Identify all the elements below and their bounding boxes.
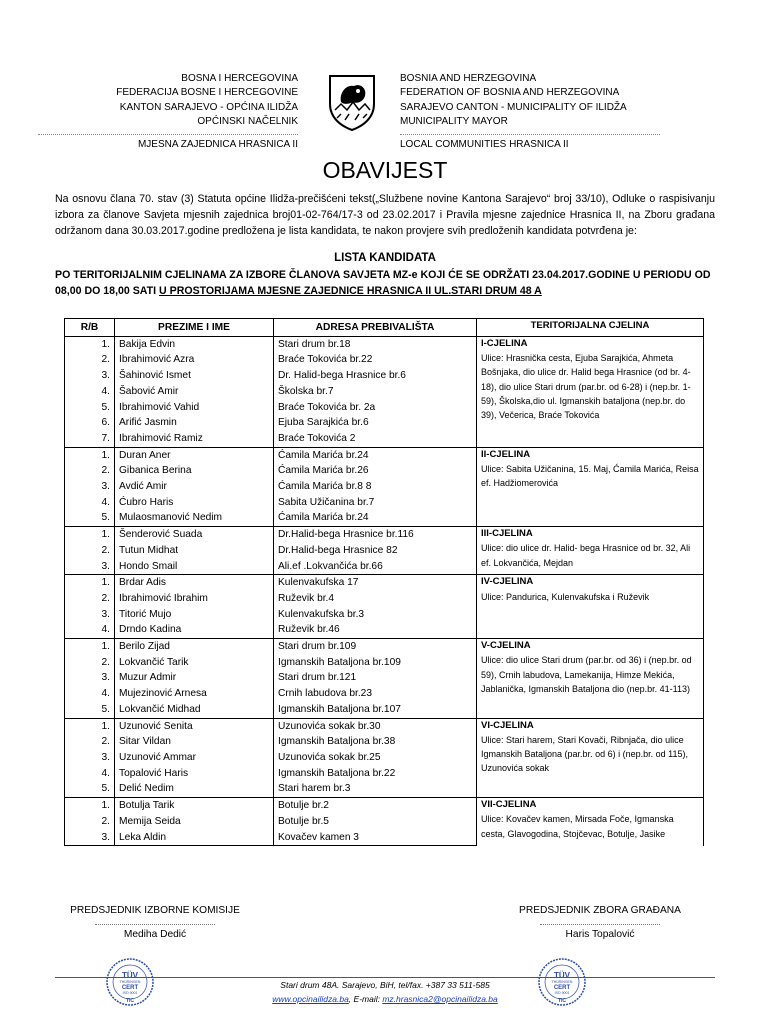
candidate-name: Muzur Admir [115,670,274,686]
header-address: ADRESA PREBIVALIŠTA [274,319,477,337]
candidate-name: Sitar Vildan [115,734,274,750]
candidate-name: Memija Seida [115,814,274,830]
cert-tic: TIC [125,998,135,1004]
candidate-name: Botulja Tarik [115,798,274,814]
row-number: 3. [65,559,115,575]
candidate-name: Titorić Mujo [115,607,274,623]
table-row [65,447,704,463]
subtitle-location: U PROSTORIJAMA MJESNE ZAJEDNICE HRASNICA II UL.STARI DRUM 48 A [159,284,542,297]
territory-name: VI-CJELINA [481,719,534,731]
cert-tic: TIC [557,998,567,1004]
cert-iso: ISO 9001 [554,991,570,995]
candidate-address: Kovačev kamen 3 [274,830,477,846]
row-number: 1. [65,447,115,463]
candidate-address: Ćamila Marića br.24 [274,447,477,463]
row-number: 3. [65,368,115,384]
candidate-address: Dr.Halid-bega Hrasnice 82 [274,543,477,559]
candidate-address: Stari harem br.3 [274,781,477,797]
candidate-name: Uzunović Senita [115,718,274,734]
row-number: 2. [65,352,115,368]
candidate-address: Botulje br.5 [274,814,477,830]
candidate-address: Dr. Halid-bega Hrasnice br.6 [274,368,477,384]
candidate-name: Ibrahimović Ibrahim [115,591,274,607]
candidate-address: Igmanskih Bataljona br.107 [274,702,477,718]
table-row [65,336,704,352]
table-row [65,718,704,734]
candidate-name: Avdić Amir [115,479,274,495]
header-right-line: FEDERATION OF BOSNIA AND HERZEGOVINA [400,87,620,99]
territory-cell [477,447,704,527]
candidate-name: Brdar Adis [115,575,274,591]
candidate-address: Uzunovića sokak br.25 [274,750,477,766]
candidate-address: Braće Tokovića br.22 [274,352,477,368]
territory-description: Ulice: dio ulice dr. Halid- bega Hrasnice od br. 32, Ali ef. Lokvančića, Mejdan [481,543,691,568]
candidate-address: Dr.Halid-bega Hrasnice br.116 [274,527,477,543]
candidate-name: Ibrahimović Azra [115,352,274,368]
row-number: 5. [65,781,115,797]
candidate-address: Ćamila Marića br.26 [274,463,477,479]
candidate-address: Ruževik br.4 [274,591,477,607]
municipality-crest-icon [327,74,377,132]
row-number: 5. [65,510,115,526]
territory-cell [477,639,704,719]
row-number: 4. [65,384,115,400]
row-number: 1. [65,336,115,352]
candidate-name: Leka Aldin [115,830,274,846]
territory-description: Ulice: Sabita Užičanina, 15. Maj, Ćamila Marića, Reisa ef. Hadžiomerovića [481,463,699,489]
candidate-name: Delić Nedim [115,781,274,797]
row-number: 2. [65,543,115,559]
candidate-address: Braće Tokovića 2 [274,431,477,447]
territory-cell [477,336,704,447]
candidates-table [64,318,704,846]
header-left-line: BOSNA I HERCEGOVINA [181,73,298,84]
territory-cell [477,718,704,798]
cert-label: CERT [121,985,139,991]
territory-name: I-CJELINA [481,337,528,349]
territory-description: Ulice: Kovačev kamen, Mirsada Foče, Igmanska cesta, Glavogodina, Stojčevac, Botulje, Jasike [481,814,674,839]
candidate-address: Ali.ef .Lokvančića br.66 [274,559,477,575]
candidate-address: Kulenvakufska br.3 [274,607,477,623]
candidate-address: Braće Tokovića br. 2a [274,400,477,416]
header-right-unit: LOCAL COMMUNITIES HRASNICA II [400,139,569,151]
row-number: 4. [65,622,115,638]
row-number: 1. [65,718,115,734]
candidate-address: Botulje br.2 [274,798,477,814]
territory-description: Ulice: dio ulice Stari drum (par.br. od 36) i (nep.br. od 59), Crnih labudova, Lamekanija, Himze Mekića, Jablanička, Igmanskih Bataljona dio (nep.br. 41-113) [481,655,692,694]
candidate-name: Berilo Zijad [115,639,274,655]
footer-address: Stari drum 48A. Sarajevo, BiH, tel/fax. +387 33 511-585 [280,980,490,990]
row-number: 5. [65,702,115,718]
list-subtitle [55,268,720,299]
territory-name: III-CJELINA [481,528,533,540]
header-territory: TERITORIJALNA CJELINA [477,319,704,337]
candidate-name: Lokvančić Midhad [115,702,274,718]
candidate-name: Gibanica Berina [115,463,274,479]
candidate-name: Hondo Smail [115,559,274,575]
candidate-address: Igmanskih Bataljona br.22 [274,766,477,782]
row-number: 7. [65,431,115,447]
row-number: 3. [65,479,115,495]
cert-brand: TÜV [554,971,570,980]
header-left-line: FEDERACIJA BOSNE I HERCEGOVINE [116,87,298,99]
row-number: 3. [65,750,115,766]
signature-right-name: Haris Topalović [565,929,635,940]
candidate-name: Drndo Kadina [115,622,274,638]
header-left [38,72,298,152]
row-number: 6. [65,415,115,431]
table-body [65,336,704,846]
signature-left-line [95,924,215,925]
footer-contacts [0,992,770,1006]
header-right-line: MUNICIPALITY MAYOR [400,115,508,127]
table-row [65,798,704,814]
candidate-name: Mujezinović Arnesa [115,686,274,702]
candidate-name: Šabović Amir [115,384,274,400]
row-number: 2. [65,591,115,607]
signature-right [500,905,700,940]
cert-sub: THÜRINGEN [119,980,141,984]
row-number: 1. [65,639,115,655]
header-left-line: OPĆINSKI NAČELNIK [197,115,298,127]
header-right-divider [400,134,660,135]
table-header-row [65,319,704,337]
candidate-address: Školska br.7 [274,384,477,400]
candidate-address: Ćamila Marića br.8 8 [274,479,477,495]
candidate-address: Crnih labudova br.23 [274,686,477,702]
header-left-unit: MJESNA ZAJEDNICA HRASNICA II [137,139,298,151]
signature-right-title: PREDSJEDNIK ZBORA GRAĐANA [519,905,681,916]
row-number: 4. [65,686,115,702]
candidate-name: Bakija Edvin [115,336,274,352]
candidate-address: Ćamila Marića br.24 [274,510,477,526]
table-row [65,639,704,655]
list-title: LISTA KANDIDATA [334,252,436,264]
territory-cell [477,575,704,639]
candidate-address: Stari drum br.18 [274,336,477,352]
candidate-address: Ruževik br.46 [274,622,477,638]
territory-name: VII-CJELINA [481,799,537,811]
table-row [65,575,704,591]
candidate-address: Igmanskih Bataljona br.109 [274,655,477,671]
territory-description: Ulice: Stari harem, Stari Kovači, Ribnjača, dio ulice Igmanskih Bataljona (par.br. od 6) i (nep.br. od 115), Uzunovića sokak [481,734,688,774]
row-number: 1. [65,798,115,814]
header-left-line: KANTON SARAJEVO - OPĆINA ILIDŽA [119,101,298,113]
row-number: 4. [65,766,115,782]
row-number: 2. [65,463,115,479]
header-right-line: SARAJEVO CANTON - MUNICIPALITY OF ILIDŽA [400,101,627,113]
candidate-name: Arifić Jasmin [115,415,274,431]
candidate-address: Uzunovića sokak br.30 [274,718,477,734]
row-number: 3. [65,607,115,623]
row-number: 1. [65,527,115,543]
footer-website-link[interactable]: www.opcinailidza.ba [272,994,349,1004]
footer [0,978,770,1006]
candidate-address: Stari drum br.109 [274,639,477,655]
candidate-name: Topalović Haris [115,766,274,782]
candidate-address: Stari drum br.121 [274,670,477,686]
footer-email-label: , E-mail: [348,994,383,1004]
candidate-name: Uzunović Ammar [115,750,274,766]
candidate-address: Sabita Užičanina br.7 [274,495,477,511]
header-left-divider [38,134,298,135]
row-number: 3. [65,670,115,686]
header-right [400,72,660,152]
territory-description: Ulice: Pandurica, Kulenvakufska i Ruževik [481,591,650,602]
candidate-address: Ejuba Sarajkića br.6 [274,415,477,431]
territory-description: Ulice: Hrasnička cesta, Ejuba Sarajkića, Ahmeta Bošnjaka, dio ulice dr. Halid bega Hrasnice (od br. 4-18), dio ulice Stari drum (par.br. od 6-28) i (nep.br. 1-59), Školska,dio ul. Igmanskih bataljona (nep.br. do 39), Večerica, Braće Tokovića [481,353,691,421]
header-name: PREZIME I IME [115,319,274,337]
row-number: 2. [65,814,115,830]
territory-name: V-CJELINA [481,640,531,652]
territory-cell [477,798,704,846]
candidate-address: Kulenvakufska 17 [274,575,477,591]
candidate-name: Šenderović Suada [115,527,274,543]
row-number: 4. [65,495,115,511]
territory-name: II-CJELINA [481,448,531,460]
subtitle-main: PO TERITORIJALNIM CJELINAMA ZA IZBORE ČLANOVA SAVJETA MZ-e KOJI ĆE SE ODRŽATI 23.04.2017.GODINE U PERIODU OD 08,00 DO 18,00 SATI [55,269,711,297]
candidate-name: Ibrahimović Ramiz [115,431,274,447]
signature-right-line [540,924,660,925]
cert-iso: ISO 9001 [122,991,138,995]
row-number: 1. [65,575,115,591]
page-title: OBAVIJEST [322,157,448,183]
row-number: 3. [65,830,115,846]
row-number: 2. [65,734,115,750]
cert-sub: THÜRINGEN [551,980,573,984]
header-rb: R/B [65,319,115,337]
candidate-name: Tutun Midhat [115,543,274,559]
header-right-line: BOSNIA AND HERZEGOVINA [400,73,537,84]
territory-cell [477,527,704,575]
candidate-name: Mulaosmanović Nedim [115,510,274,526]
candidate-name: Ibrahimović Vahid [115,400,274,416]
signature-left-name: Mediha Dedić [123,929,187,940]
candidate-address: Igmanskih Bataljona br.38 [274,734,477,750]
candidate-name: Ćubro Haris [115,495,274,511]
cert-label: CERT [553,985,571,991]
signature-left [55,905,255,940]
candidate-name: Duran Aner [115,447,274,463]
row-number: 5. [65,400,115,416]
territory-name: IV-CJELINA [481,576,534,588]
table-row [65,527,704,543]
signature-left-title: PREDSJEDNIK IZBORNE KOMISIJE [70,905,240,916]
intro-paragraph: Na osnovu člana 70. stav (3) Statuta općine Ilidža-prečišćeni tekst(„Službene novine Kantona Sarajevo“ broj 33/10), Odluke o raspisivanju izbora za članove Savjeta mjesnih zajednica broj01-02-764/17-3 od 23.02.2017 i Pravila mjesne zajednice Hrasnica II, na Zboru građana održanom dana 30.03.2017.godine predložena je lista kandidata, te nakon provjere svih predloženih kandidata potvrđena je: [55,193,715,237]
cert-brand: TÜV [122,971,138,980]
row-number: 2. [65,655,115,671]
candidate-name: Šahinović Ismet [115,368,274,384]
footer-email-link[interactable]: mz.hrasnica2@opcinailidza.ba [382,994,498,1004]
candidate-name: Lokvančić Tarik [115,655,274,671]
